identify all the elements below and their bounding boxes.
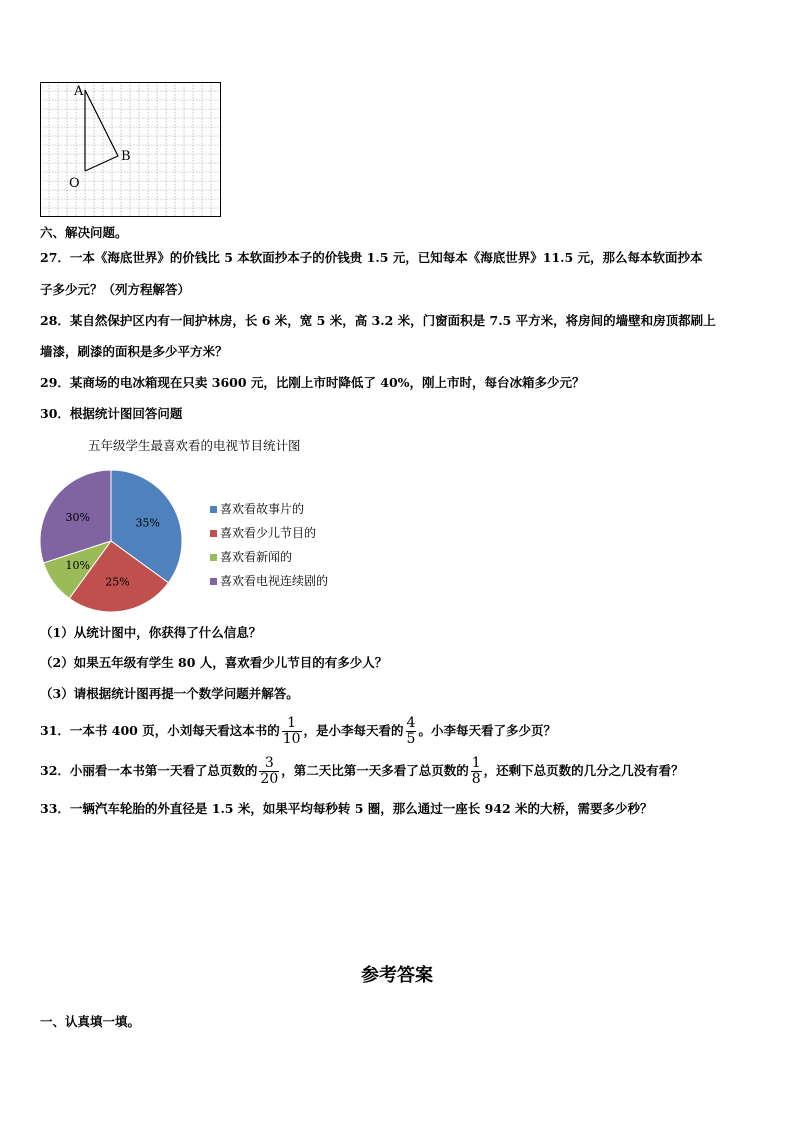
question-32-part-b: ，第二天比第一天多看了总页数的	[281, 763, 469, 778]
legend-label-children: 喜欢看少儿节目的	[220, 526, 317, 540]
chart-title: 五年级学生最喜欢看的电视节目统计图	[88, 438, 301, 453]
fraction-numerator: 3	[259, 756, 279, 772]
section-title: 六、解决问题。	[40, 225, 128, 240]
question-28-line2: 墙漆，刷漆的面积是多少平方米？	[40, 344, 228, 359]
legend-item-children	[210, 524, 316, 541]
fraction-denominator: 5	[406, 731, 416, 747]
question-32-part-c: ，还剩下总页数的几分之几没有看？	[483, 763, 684, 778]
question-28-line1: 28．某自然保护区内有一间护林房，长 6 米，宽 5 米，高 3.2 米，门窗面积是 7.5 平方米，将房间的墙壁和房顶都刷上	[40, 313, 716, 328]
pie-chart	[38, 468, 184, 614]
grid-figure	[40, 82, 222, 218]
point-o-label: O	[69, 176, 80, 191]
legend-item-news	[210, 548, 292, 565]
fraction-denominator: 10	[282, 731, 301, 747]
point-b-label: B	[121, 149, 131, 164]
question-27-line1: 27．一本《海底世界》的价钱比 5 本软面抄本子的价钱贵 1.5 元，已知每本《海底世界》11.5 元，那么每本软面抄本	[40, 250, 703, 265]
legend-swatch-story	[210, 506, 217, 513]
legend-item-story	[210, 500, 304, 517]
question-32	[40, 752, 684, 790]
question-32-part-a: 32．小丽看一本书第一天看了总页数的	[40, 763, 258, 778]
triangle-shape	[85, 90, 118, 171]
question-31-part-b: ，是小李每天看的	[303, 723, 404, 738]
point-a-label: A	[74, 84, 84, 99]
question-29: 29．某商场的电冰箱现在只卖 3600 元，比刚上市时降低了 40%，刚上市时，每台冰箱多少元？	[40, 375, 585, 390]
question-31	[40, 712, 556, 750]
pie-slice-drama-label: 30%	[65, 510, 90, 524]
pie-slice-story-label: 35%	[135, 516, 160, 530]
question-30-sub2: （2）如果五年级有学生 80 人，喜欢看少儿节目的有多少人？	[40, 655, 388, 670]
fraction-numerator: 4	[406, 715, 416, 731]
legend-label-drama: 喜欢看电视连续剧的	[220, 574, 329, 588]
fraction-1-8	[471, 756, 482, 787]
question-30-sub1: （1）从统计图中，你获得了什么信息？	[40, 625, 262, 640]
answer-section-1: 一、认真填一填。	[40, 1014, 141, 1029]
fraction-numerator: 1	[282, 716, 302, 732]
question-30: 30．根据统计图回答问题	[40, 406, 183, 421]
question-33: 33．一辆汽车轮胎的外直径是 1.5 米，如果平均每秒转 5 圈，那么通过一座长 942 米的大桥，需要多少秒？	[40, 801, 653, 816]
legend-label-story: 喜欢看故事片的	[220, 502, 305, 516]
answer-title: 参考答案	[361, 965, 433, 986]
pie-slice-news-label: 10%	[65, 559, 90, 573]
fraction-denominator: 8	[471, 771, 481, 787]
fraction-numerator: 1	[471, 755, 481, 771]
fraction-denominator: 20	[260, 771, 279, 787]
question-27-line2: 子多少元？（列方程解答）	[40, 282, 191, 297]
question-31-part-a: 31．一本书 400 页，小刘每天看这本书的	[40, 723, 280, 738]
fraction-1-10	[282, 716, 302, 747]
legend-swatch-news	[210, 554, 217, 561]
pie-slice-children-label: 25%	[105, 575, 130, 589]
legend-item-drama	[210, 572, 328, 589]
legend-label-news: 喜欢看新闻的	[220, 550, 293, 564]
fraction-4-5	[406, 716, 417, 747]
fraction-3-20	[259, 756, 279, 787]
question-31-part-c: 。小李每天看了多少页？	[418, 723, 556, 738]
question-30-sub3: （3）请根据统计图再提一个数学问题并解答。	[40, 686, 299, 701]
legend-swatch-children	[210, 530, 217, 537]
legend-swatch-drama	[210, 578, 217, 585]
